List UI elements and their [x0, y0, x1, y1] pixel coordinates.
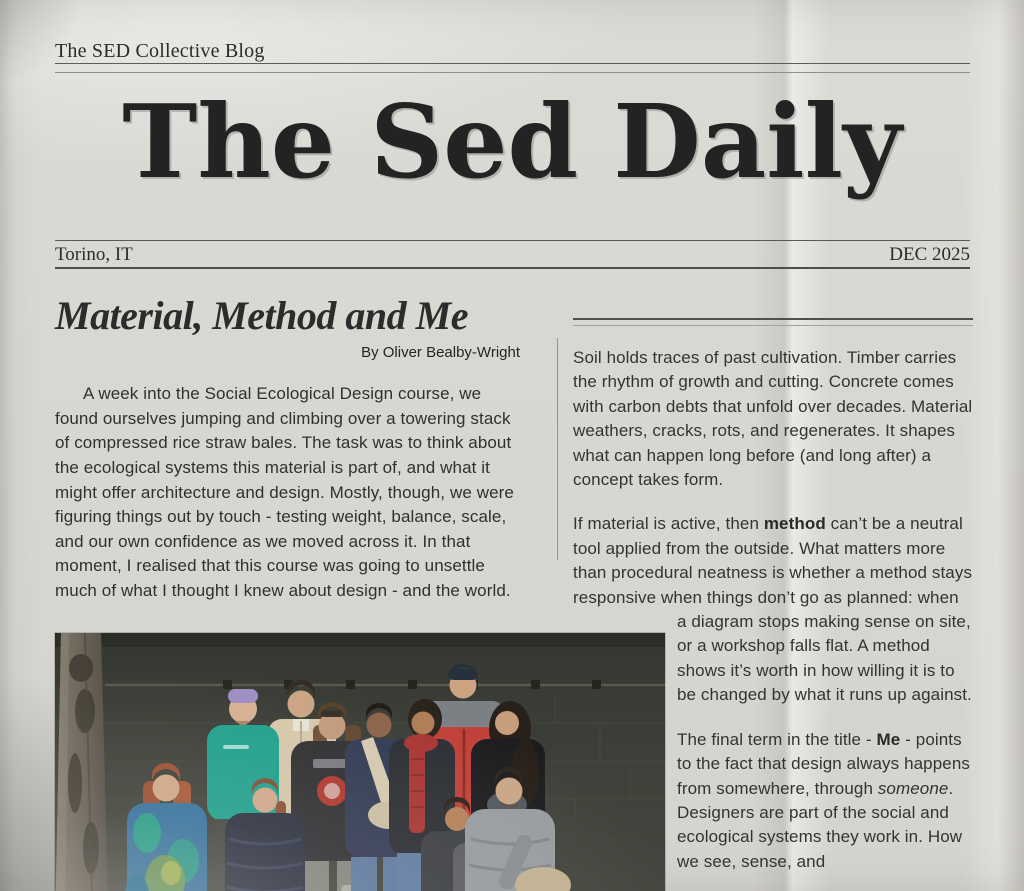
paragraph-material: Soil holds traces of past cultivation. Timber carries the rhythm of growth and cutting. Concrete comes with carbon debts that unfold over decades. Material weathers, cracks, rots, and regenerates. It shapes what can happen long before (and long after) a concept takes form.: [573, 348, 973, 490]
dateline-top-rule: [55, 240, 970, 241]
text-run: . Designers are part of the social and ecological systems they work in. How we see, sense, and: [677, 778, 963, 871]
article-lead-paragraph: A week into the Social Ecological Design course, we found ourselves jumping and climbing over a towering stack of compressed rice straw bales. The task was to think about the ecological systems this material is part of, and what it might offer architecture and design. Mostly, though, we were figuring things out by touch - testing weight, balance, scale, and our own confidence as we moved across it. In that moment, I realised that this course was going to unsettle much of what I thought I knew about design - and the world.: [55, 384, 514, 600]
article-byline: By Oliver Bealby-Wright: [361, 344, 520, 362]
text-run-bold: method: [763, 514, 826, 534]
dateline-bottom-rule: [55, 267, 970, 269]
column-divider-rule: [557, 338, 558, 560]
blog-label: The SED Collective Blog: [55, 40, 265, 62]
paper-title: The Sed Daily: [122, 82, 902, 201]
text-run-bold: Me: [876, 729, 901, 749]
group-photo-illustration: [55, 633, 665, 891]
text-run: The final term in the title -: [677, 729, 877, 749]
dateline-location: Torino, IT: [55, 244, 133, 265]
text-run: can’t be a neutral tool applied from the outside. What matters more than procedural neatness is whether a method stays responsive when things don’t go as planned: when a diagram stops making sense on site, or a workshop falls flat. A method shows it’s worth in how willing it is to be changed by what it runs up against.: [573, 514, 973, 705]
text-run-italic: someone: [877, 778, 949, 798]
article-left-column: [55, 292, 520, 604]
dateline: [55, 243, 970, 267]
right-column-top-rule: [573, 318, 973, 326]
article-headline: Material, Method and Me: [55, 293, 468, 338]
group-photo: [55, 633, 665, 891]
text-run: If material is active, then: [573, 514, 764, 534]
text-run: - points to the fact that design always happens from somewhere, through: [677, 729, 970, 798]
dateline-date: DEC 2025: [889, 244, 970, 265]
masthead-double-rule: [55, 63, 970, 73]
